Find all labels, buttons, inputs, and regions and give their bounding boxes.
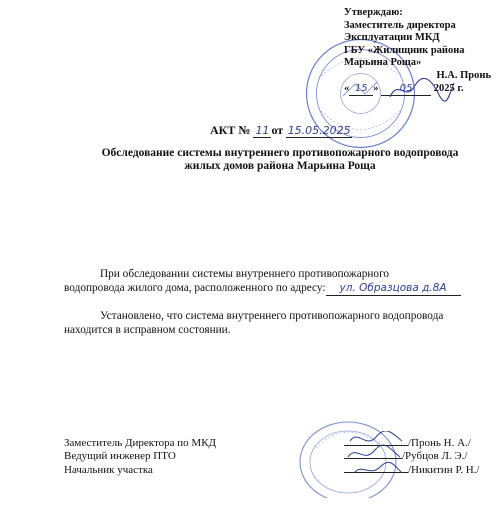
signature-line-3 xyxy=(344,472,408,473)
signature-row-2 xyxy=(344,450,479,463)
signature-positions xyxy=(64,437,216,477)
signature-position-1: Заместитель Директора по МКД xyxy=(64,437,217,449)
approval-date: « 15 » 05 2025 г. xyxy=(344,83,464,94)
approval-block xyxy=(344,7,494,96)
document-title: Обследование системы внутреннего противопожарного водопровода жилых домов района Марьина Роща xyxy=(101,147,459,172)
act-date: 15.05.2025 xyxy=(287,124,351,137)
approval-title: Утверждаю: xyxy=(344,7,403,18)
approval-position: Заместитель директора xyxy=(344,19,456,31)
approval-organization: ГБУ «Жилищник района xyxy=(344,44,465,56)
signature-name-3: /Никитин Р. Н./ xyxy=(408,463,480,476)
signature-row-1 xyxy=(344,437,479,450)
address-value: ул. Образцова д.8А xyxy=(326,282,461,297)
approval-department: Эксплуатации МКД xyxy=(344,32,440,44)
approval-organization-cont: Марьина Роща» xyxy=(344,57,422,69)
signature-name-2: /Рубцов Л. Э./ xyxy=(402,450,468,463)
signature-line-2 xyxy=(344,458,402,459)
approval-date-year: 2025 г. xyxy=(433,82,464,94)
inspection-paragraph: При обследовании системы внутреннего противопожарного водопровода жилого дома, расположенного по адресу: ул. Образцова д.8А xyxy=(64,268,494,296)
approval-date-day: 15 xyxy=(349,83,373,97)
act-heading: АКТ № 11 от 15.05.2025 xyxy=(210,123,351,137)
act-number: 11 xyxy=(255,124,270,137)
signature-position-2: Ведущий инженер ПТО xyxy=(64,450,176,463)
signature-line-1 xyxy=(344,445,408,446)
signature-position-3: Начальник участка xyxy=(64,463,153,476)
signature-row-3 xyxy=(344,464,479,477)
approval-date-month: 05 xyxy=(381,83,431,97)
signature-name-1: /Пронь Н. А./ xyxy=(408,437,471,449)
approval-signer: Н.А. Пронь xyxy=(436,69,491,81)
signature-names xyxy=(344,437,479,477)
conclusion-paragraph: Установлено, что система внутреннего противопожарного водопровода находится в исправном состоянии. xyxy=(64,310,444,336)
